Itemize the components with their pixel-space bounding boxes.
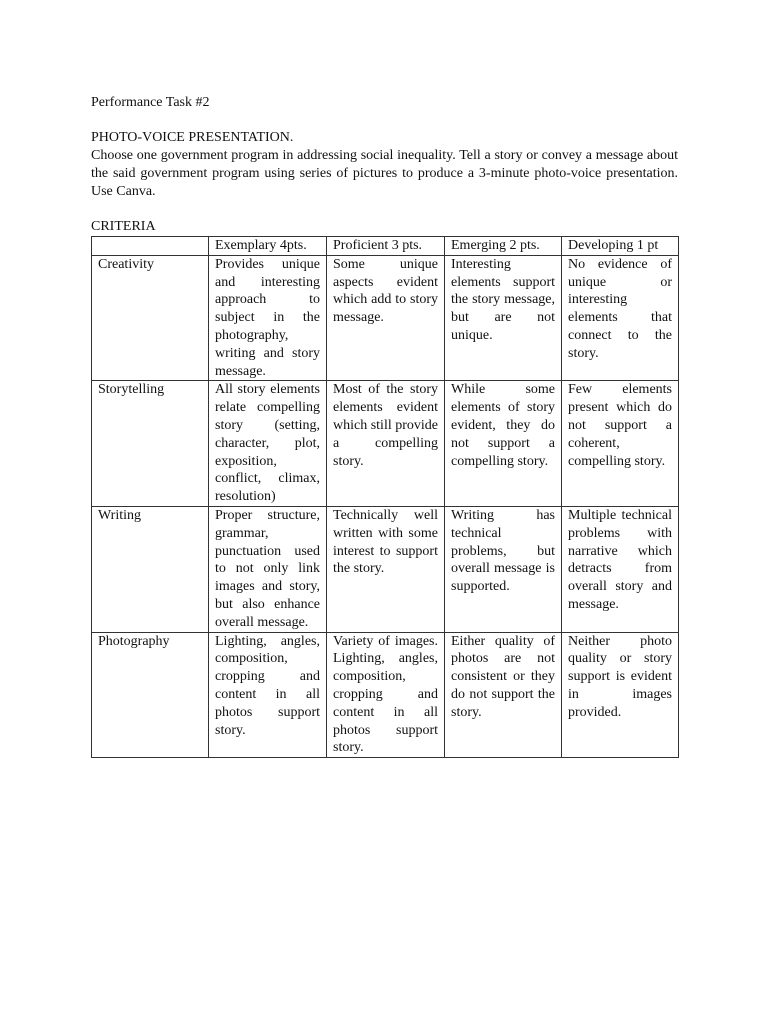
criterion-cell: Storytelling [92, 381, 209, 507]
rubric-row-writing [92, 506, 679, 632]
exemplary-cell: Proper structure, grammar, punctuation used to not only link images and story, but also enhance overall message. [209, 506, 327, 632]
emerging-cell: Writing has technical problems, but overall message is supported. [445, 506, 562, 632]
exemplary-cell: Provides unique and interesting approach to subject in the photography, writing and story message. [209, 255, 327, 381]
document-page [91, 94, 678, 758]
exemplary-cell: Lighting, angles, composition, cropping and content in all photos support story. [209, 632, 327, 758]
developing-cell: No evidence of unique or interesting elements that connect to the story. [562, 255, 679, 381]
header-criterion [92, 237, 209, 256]
rubric-table [91, 236, 679, 758]
criterion-cell: Photography [92, 632, 209, 758]
header-proficient: Proficient 3 pts. [327, 237, 445, 256]
exemplary-cell: All story elements relate compelling story (setting, character, plot, exposition, conflict, climax, resolution) [209, 381, 327, 507]
header-exemplary: Exemplary 4pts. [209, 237, 327, 256]
criterion-cell: Writing [92, 506, 209, 632]
developing-cell: Multiple technical problems with narrative which detracts from overall story and message. [562, 506, 679, 632]
developing-cell: Neither photo quality or story support is evident in images provided. [562, 632, 679, 758]
criteria-label: CRITERIA [91, 219, 156, 234]
proficient-cell: Some unique aspects evident which add to story message. [327, 255, 445, 381]
rubric-row-storytelling [92, 381, 679, 507]
rubric-row-photography [92, 632, 679, 758]
task-title: Performance Task #2 [91, 95, 210, 110]
instructions-paragraph: Choose one government program in addressing social inequality. Tell a story or convey a message about the said government program using series of pictures to produce a 3-minute photo-voice presentation. Use Canva. [91, 148, 678, 199]
developing-cell: Few elements present which do not support a coherent, compelling story. [562, 381, 679, 507]
emerging-cell: While some elements of story evident, they do not support a compelling story. [445, 381, 562, 507]
emerging-cell: Either quality of photos are not consistent or they do not support the story. [445, 632, 562, 758]
proficient-cell: Technically well written with some interest to support the story. [327, 506, 445, 632]
rubric-header-row [92, 237, 679, 256]
presentation-heading: PHOTO-VOICE PRESENTATION. [91, 130, 294, 145]
header-emerging: Emerging 2 pts. [445, 237, 562, 256]
criterion-cell: Creativity [92, 255, 209, 381]
proficient-cell: Variety of images. Lighting, angles, composition, cropping and content in all photos support story. [327, 632, 445, 758]
emerging-cell: Interesting elements support the story message, but are not unique. [445, 255, 562, 381]
proficient-cell: Most of the story elements evident which still provide a compelling story. [327, 381, 445, 507]
header-developing: Developing 1 pt [562, 237, 679, 256]
rubric-row-creativity [92, 255, 679, 381]
